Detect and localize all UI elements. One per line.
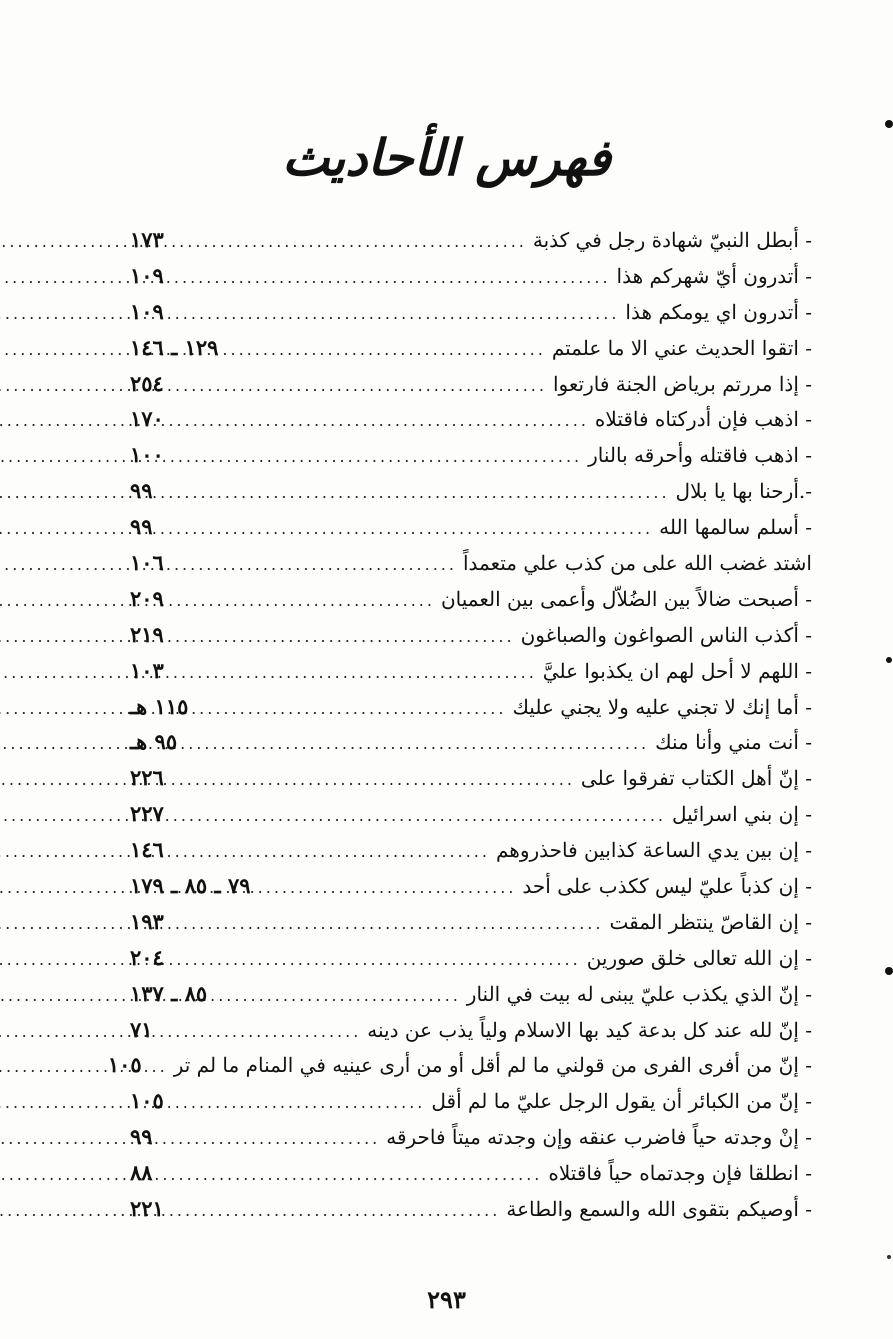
entry-text: - اللهم لا أحل لهم ان يكذبوا عليَّ bbox=[542, 658, 812, 683]
index-entry bbox=[130, 366, 812, 402]
index-entry bbox=[130, 294, 812, 330]
index-entry bbox=[130, 581, 812, 617]
dot-leader bbox=[183, 726, 649, 762]
index-entry bbox=[130, 617, 812, 653]
entry-page-ref: ١٠٣ bbox=[130, 657, 164, 683]
index-entry bbox=[130, 437, 812, 473]
index-entry bbox=[130, 258, 812, 294]
entry-page-ref: ٢٠٩ bbox=[130, 585, 164, 611]
index-entry bbox=[130, 976, 812, 1012]
entry-page-ref: ٢٢٧ bbox=[130, 801, 164, 827]
entry-page-ref: ٧١ bbox=[130, 1016, 153, 1042]
dot-leader bbox=[170, 906, 604, 942]
index-entry bbox=[130, 1191, 812, 1227]
dot-leader bbox=[213, 978, 461, 1014]
entry-page-ref: ٢٥٤ bbox=[130, 370, 164, 396]
index-entry bbox=[130, 509, 812, 545]
entry-page-ref: ٩٩ bbox=[130, 514, 153, 540]
entry-text: - أتدرون اي يومكم هذا bbox=[625, 299, 812, 324]
index-entry bbox=[130, 832, 812, 868]
entry-page-ref: ١٠٩ bbox=[130, 262, 164, 288]
entry-page-ref: ١٤٦ bbox=[130, 837, 164, 863]
entry-page-ref: ١٠٥ bbox=[130, 1088, 164, 1114]
entry-page-ref: ١٠٥ bbox=[107, 1052, 142, 1078]
dot-leader bbox=[159, 475, 670, 511]
index-entry bbox=[130, 724, 812, 760]
dot-leader bbox=[170, 547, 457, 583]
entry-text: - أكذب الناس الصواغون والصباغون bbox=[520, 622, 812, 647]
entry-text: - إن الله تعالى خلق صورين bbox=[586, 945, 812, 970]
entry-page-ref: ١٠٦ bbox=[130, 550, 164, 576]
index-entry bbox=[130, 904, 812, 940]
index-entry bbox=[130, 222, 812, 258]
entry-text: - إن بين يدي الساعة كذابين فاحذروهم bbox=[495, 838, 812, 863]
dot-leader bbox=[170, 296, 620, 332]
entry-page-ref: ١٠٠ bbox=[130, 442, 164, 468]
entry-text: - اذهب فاقتله وأحرقه بالنار bbox=[588, 443, 812, 468]
entry-page-ref: ١٢٩ ـ ١٤٦ bbox=[130, 334, 219, 360]
entry-page-ref: ٢٢١ bbox=[130, 1196, 164, 1222]
index-entry bbox=[130, 473, 812, 509]
dot-leader bbox=[257, 870, 517, 906]
dot-leader bbox=[170, 619, 515, 655]
entry-page-ref: ٩٥ هـ bbox=[130, 729, 178, 755]
entry-text: - إن القاصّ ينتظر المقت bbox=[609, 909, 812, 934]
entry-text: -.أرحنا بها يا بلال bbox=[675, 479, 812, 504]
entry-page-ref: ٢٠٤ bbox=[130, 944, 164, 970]
index-entry bbox=[107, 1047, 812, 1083]
entry-page-ref: ٨٥ ـ ١٣٧ bbox=[130, 980, 208, 1006]
entry-text: - إنّ لله عند كل بدعة كيد بها الاسلام ولياً يذب عن دينه bbox=[367, 1017, 812, 1042]
entry-page-ref: ٩٩ bbox=[130, 1124, 153, 1150]
entry-page-ref: ٧٩ ـ ٨٥ ـ ١٧٩ bbox=[130, 873, 251, 899]
index-entry bbox=[130, 868, 812, 904]
index-entry bbox=[130, 1083, 812, 1119]
dot-leader bbox=[170, 942, 581, 978]
index-entry bbox=[130, 689, 812, 725]
entry-page-ref: ١١٥ هـ bbox=[130, 693, 189, 719]
entry-page-ref: ١٧٠ bbox=[130, 406, 164, 432]
entry-text: - إنّ من الكبائر أن يقول الرجل عليّ ما لم أقل bbox=[431, 1089, 812, 1114]
entry-page-ref: ١٧٣ bbox=[130, 227, 164, 252]
dot-leader bbox=[159, 1121, 381, 1157]
dot-leader bbox=[159, 1014, 362, 1050]
dot-leader bbox=[170, 583, 435, 619]
margin-dot-icon bbox=[885, 120, 893, 128]
entry-text: - أوصيكم بتقوى الله والسمع والطاعة bbox=[506, 1197, 812, 1222]
hadith-index-list bbox=[107, 222, 812, 1227]
entry-text: اشتد غضب الله على من كذب علي متعمداً bbox=[462, 551, 812, 576]
index-entry bbox=[130, 1119, 812, 1155]
entry-text: - إنّ من أفرى الفرى من قولني ما لم أقل أو من أرى عينيه في المنام ما لم تر bbox=[173, 1053, 812, 1078]
page-title: فهرس الأحاديث bbox=[282, 129, 611, 187]
dot-leader bbox=[170, 260, 611, 296]
entry-page-ref: ٢١٩ bbox=[130, 621, 164, 647]
edge-speck-icon bbox=[887, 1255, 891, 1259]
entry-page-ref: ٨٨ bbox=[130, 1160, 153, 1186]
entry-text: - أسلم سالمها الله bbox=[659, 515, 812, 540]
index-entry bbox=[130, 653, 812, 689]
entry-text: - إنّ أهل الكتاب تفرقوا على bbox=[580, 766, 812, 791]
dot-leader bbox=[159, 511, 654, 547]
dot-leader bbox=[170, 439, 582, 475]
index-entry bbox=[130, 1012, 812, 1048]
margin-dot-icon bbox=[886, 657, 892, 663]
entry-text: - أنت مني وأنا منك bbox=[655, 730, 812, 755]
dot-leader bbox=[170, 762, 575, 798]
dot-leader bbox=[170, 1085, 426, 1121]
index-entry bbox=[130, 330, 812, 366]
entry-text: - أتدرون أيّ شهركم هذا bbox=[616, 263, 812, 288]
entry-page-ref: ٢٢٦ bbox=[130, 765, 164, 791]
page-number: ٢٩٣ bbox=[427, 1285, 466, 1314]
entry-text: - إن بني اسرائيل bbox=[672, 802, 812, 827]
entry-page-ref: ٩٩ bbox=[130, 478, 153, 504]
entry-page-ref: ١٠٩ bbox=[130, 298, 164, 324]
index-entry bbox=[130, 401, 812, 437]
entry-text: - اتقوا الحديث عني الا ما علمتم bbox=[551, 335, 812, 360]
entry-text: - إنْ وجدته حياً فاضرب عنقه وإن وجدته ميتاً فاحرقه bbox=[386, 1125, 812, 1150]
entry-text: - إذا مررتم برياض الجنة فارتعوا bbox=[552, 371, 812, 396]
dot-leader bbox=[170, 655, 537, 691]
entry-text: - انطلقا فإن وجدتماه حياً فاقتلاه bbox=[548, 1161, 812, 1186]
index-entry bbox=[130, 1155, 812, 1191]
dot-leader bbox=[170, 798, 666, 834]
index-entry bbox=[130, 796, 812, 832]
dot-leader bbox=[148, 1049, 168, 1085]
entry-text: - أبطل النبيّ شهادة رجل في كذبة bbox=[532, 228, 812, 252]
index-entry bbox=[130, 940, 812, 976]
entry-text: - اذهب فإن أدركتاه فاقتلاه bbox=[594, 407, 812, 432]
entry-page-ref: ١٩٣ bbox=[130, 908, 164, 934]
dot-leader bbox=[170, 834, 490, 870]
dot-leader bbox=[224, 332, 545, 368]
entry-text: - أما إنك لا تجني عليه ولا يجني عليك bbox=[512, 694, 812, 719]
dot-leader bbox=[194, 691, 506, 727]
dot-leader bbox=[170, 403, 589, 439]
margin-dot-icon bbox=[885, 967, 893, 975]
dot-leader bbox=[170, 224, 527, 260]
dot-leader bbox=[170, 1193, 501, 1229]
dot-leader bbox=[170, 368, 547, 404]
entry-text: - إن كذباً عليّ ليس ككذب على أحد bbox=[522, 874, 812, 899]
dot-leader bbox=[159, 1157, 543, 1193]
entry-text: - أصبحت ضالاً بين الضُلاّل وأعمى بين العميان bbox=[440, 586, 812, 611]
entry-text: - إنّ الذي يكذب عليّ يبنى له بيت في النار bbox=[466, 981, 812, 1006]
index-entry bbox=[130, 760, 812, 796]
index-entry bbox=[130, 545, 812, 581]
